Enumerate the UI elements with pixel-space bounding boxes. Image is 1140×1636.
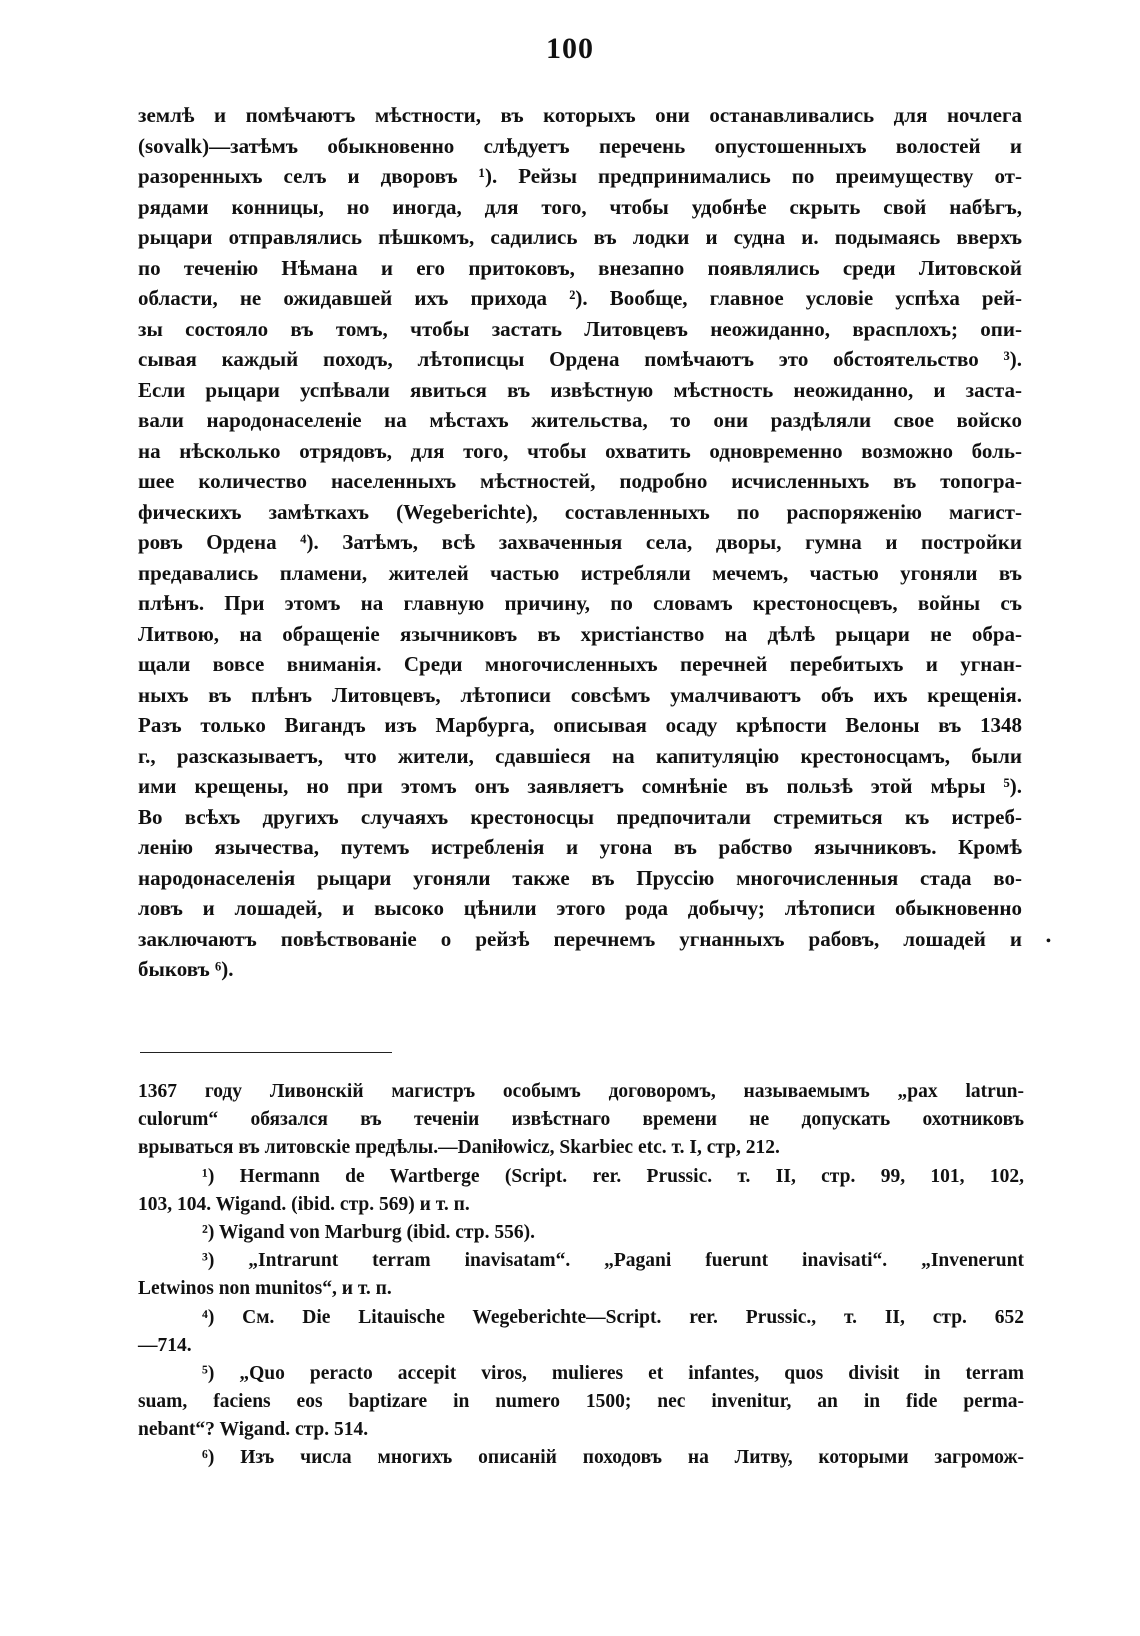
text-line: сывая каждый походъ, лѣтописцы Ордена помѣчаютъ это обстоятельство ³). <box>138 347 1022 371</box>
text-line: Если рыцари успѣвали явиться въ извѣстную мѣстность неожиданно, и заста- <box>138 377 1022 402</box>
footnote-line: ⁵) „Quo peracto accepit viros, mulieres et infantes, quos divisit in terram <box>202 1362 1024 1384</box>
text-line: рядами конницы, но иногда, для того, чтобы удобнѣе скрыть свой набѣгъ, <box>138 194 1022 219</box>
footnote-line: ²) Wigand von Marburg (ibid. стр. 556). <box>202 1221 535 1243</box>
text-line: Литвою, на обращеніе язычниковъ въ христіанство на дѣлѣ рыцари не обра- <box>138 621 1022 646</box>
text-line: вали народонаселеніе на мѣстахъ жительства, то они раздѣляли свое войско <box>138 408 1022 432</box>
text-line: щали вовсе вниманія. Среди многочисленныхъ перечней перебитыхъ и угнан- <box>138 652 1022 676</box>
footnotes <box>138 1078 1024 1473</box>
footnote-line: ³) „Intrarunt terram inavisatam“. „Pagani fuerunt inavisati“. „Invenerunt <box>202 1250 1024 1272</box>
footnote-line: ⁶) Изъ числа многихъ описаній походовъ на Литву, которыми загромож- <box>202 1447 1024 1469</box>
text-line: ныхъ въ плѣнъ Литовцевъ, лѣтописи совсѣмъ умалчиваютъ объ ихъ крещенія. <box>138 682 1022 707</box>
margin-mark: • <box>1046 934 1051 949</box>
footnote-line: nebant“? Wigand. стр. 514. <box>138 1419 369 1441</box>
footnote-line: suam, faciens eos baptizare in numero 1500; nec invenitur, an in fide perma- <box>138 1391 1024 1413</box>
text-line: фическихъ замѣткахъ (Wegeberichte), составленныхъ по распоряженію магист- <box>138 499 1022 524</box>
text-line: заключаютъ повѣствованіе о рейзѣ перечнемъ угнанныхъ рабовъ, лошадей и <box>138 926 1022 951</box>
footnote-line: —714. <box>138 1334 192 1356</box>
text-line: плѣнъ. При этомъ на главную причину, по словамъ крестоносцевъ, войны съ <box>138 591 1022 615</box>
text-line: ровъ Ордена ⁴). Затѣмъ, всѣ захваченныя села, дворы, гумна и постройки <box>138 530 1022 554</box>
text-line: ленію язычества, путемъ истребленія и угона въ рабство язычниковъ. Кромѣ <box>138 835 1022 859</box>
footnote-line: 1367 году Ливонскій магистръ особымъ договоромъ, называемымъ „pax latrun- <box>138 1081 1024 1102</box>
text-line: (sovalk)—затѣмъ обыкновенно слѣдуетъ перечень опустошенныхъ волостей и <box>138 133 1022 158</box>
footnote-line: врываться въ литовскіе предѣлы.—Daniłowicz, Skarbiec etc. т. I, стр, 212. <box>138 1137 780 1159</box>
footnote-line: culorum“ обязался въ теченіи извѣстнаго времени не допускать охотниковъ <box>138 1109 1024 1131</box>
footnote-separator <box>140 1052 392 1053</box>
text-line: шее количество населенныхъ мѣстностей, подробно исчисленныхъ въ топогра- <box>138 469 1022 493</box>
footnote-line: ⁴) См. Die Litauische Wegeberichte—Script. rer. Prussic., т. II, стр. 652 <box>202 1306 1024 1328</box>
text-line: Во всѣхъ другихъ случаяхъ крестоносцы предпочитали стремиться къ истреб- <box>138 804 1022 829</box>
footnote-line: ¹) Hermann de Wartberge (Script. rer. Prussic. т. II, стр. 99, 101, 102, <box>202 1165 1024 1187</box>
text-line: народонаселенія рыцари угоняли также въ Пруссію многочисленныя стада во- <box>138 865 1022 890</box>
page-number: 100 <box>546 32 594 65</box>
text-line: землѣ и помѣчаютъ мѣстности, въ которыхъ они останавливались для ночлега <box>138 103 1022 127</box>
text-line: быковъ ⁶). <box>138 957 234 981</box>
main-text <box>138 100 1022 985</box>
text-line: предавались пламени, жителей частью истребляли мечемъ, частью угоняли въ <box>138 560 1022 585</box>
text-line: на нѣсколько отрядовъ, для того, чтобы охватить одновременно возможно боль- <box>138 438 1022 463</box>
text-line: области, не ожидавшей ихъ прихода ²). Вообще, главное условіе успѣха рей- <box>138 286 1022 310</box>
text-line: ловъ и лошадей, и высоко цѣнили этого рода добычу; лѣтописи обыкновенно <box>138 896 1022 920</box>
text-line: Разъ только Вигандъ изъ Марбурга, описывая осаду крѣпости Велоны въ 1348 <box>138 713 1022 737</box>
footnote-line: Letwinos non munitos“, и т. п. <box>138 1278 392 1300</box>
footnote-line: 103, 104. Wigand. (ibid. стр. 569) и т. п. <box>138 1193 470 1215</box>
text-line: ими крещены, но при этомъ онъ заявляетъ сомнѣніе въ пользѣ этой мѣры ⁵). <box>138 774 1022 798</box>
text-line: рыцари отправлялись пѣшкомъ, садились въ лодки и судна и. подымаясь вверхъ <box>138 225 1022 249</box>
text-line: по теченію Нѣмана и его притоковъ, внезапно появлялись среди Литовской <box>138 255 1022 280</box>
text-line: зы состояло въ томъ, чтобы застать Литовцевъ неожиданно, врасплохъ; опи- <box>138 316 1022 341</box>
text-line: разоренныхъ селъ и дворовъ ¹). Рейзы предпринимались по преимуществу от- <box>138 164 1022 188</box>
text-line: г., разсказываетъ, что жители, сдавшіеся на капитуляцію крестоносцамъ, были <box>138 743 1022 768</box>
